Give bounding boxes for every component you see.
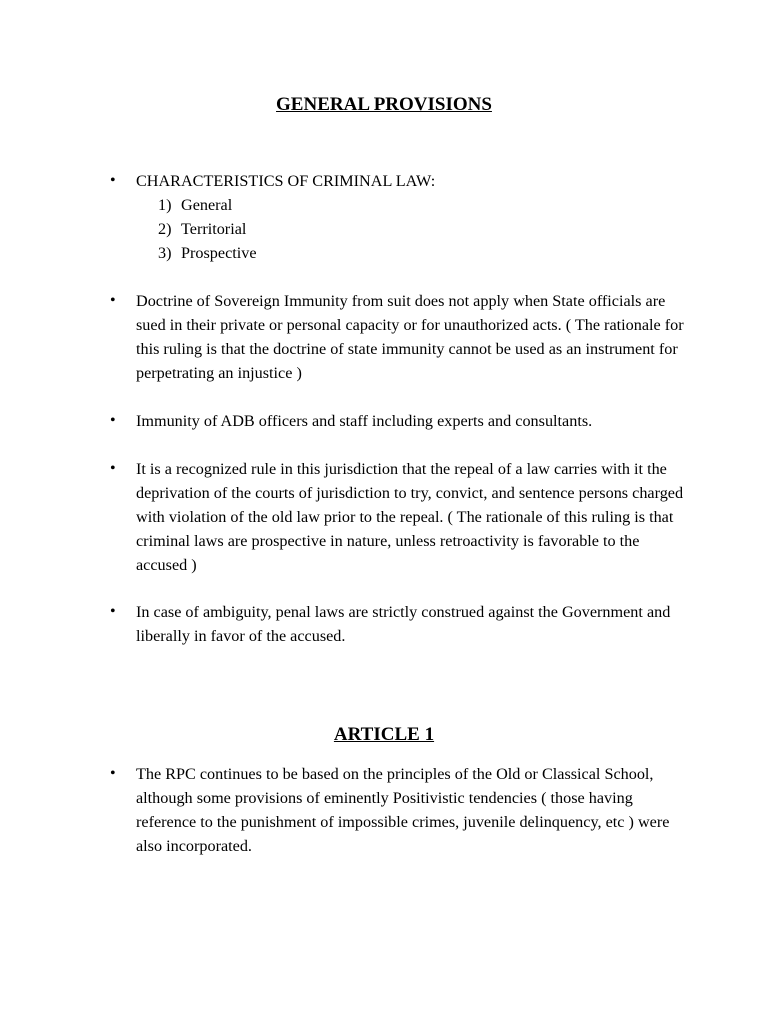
bullet-text: It is a recognized rule in this jurisdiction that the repeal of a law carries with it the deprivation of the courts of jurisdiction to try, convict, and sentence persons charged with violation of the old law prior to the repeal. ( The rationale of this ruling is that criminal laws are prospective in nature, unless retroactivity is favorable to the accused )	[136, 460, 684, 574]
characteristic-label: General	[181, 196, 233, 214]
bullet-icon: •	[110, 765, 116, 782]
list-number: 1)	[158, 196, 172, 214]
characteristic-item	[158, 217, 257, 241]
list-number: 3)	[158, 244, 172, 262]
characteristics-list	[158, 193, 257, 265]
list-item-repeal-rule	[110, 457, 690, 577]
bullet-text: Immunity of ADB officers and staff including experts and consultants.	[136, 412, 593, 430]
bullet-text: Doctrine of Sovereign Immunity from suit does not apply when State officials are sued in their private or personal capacity or for unauthorized acts. ( The rationale for this ruling is that the doctrine of state immunity cannot be used as an instrument for perpetrating an injustice )	[136, 292, 684, 382]
section-heading-article-1: ARTICLE 1	[333, 724, 435, 745]
characteristic-item	[158, 193, 257, 217]
list-item-characteristics	[110, 169, 690, 193]
list-item-rpc-basis	[110, 762, 690, 858]
bullet-icon: •	[110, 460, 116, 477]
characteristic-item	[158, 241, 257, 265]
bullet-icon: •	[110, 172, 116, 189]
bullet-icon: •	[110, 412, 116, 429]
bullet-icon: •	[110, 292, 116, 309]
bullet-text: In case of ambiguity, penal laws are strictly construed against the Government and liberally in favor of the accused.	[136, 603, 671, 645]
list-item-sovereign-immunity	[110, 289, 690, 385]
characteristics-heading: CHARACTERISTICS OF CRIMINAL LAW:	[136, 172, 436, 190]
list-number: 2)	[158, 220, 172, 238]
characteristic-label: Prospective	[181, 244, 257, 262]
characteristic-label: Territorial	[181, 220, 247, 238]
list-item-ambiguity	[110, 600, 690, 648]
bullet-icon: •	[110, 603, 116, 620]
page-title: GENERAL PROVISIONS	[276, 94, 492, 115]
list-item-adb-immunity	[110, 409, 690, 433]
bullet-text: The RPC continues to be based on the principles of the Old or Classical School, although some provisions of eminently Positivistic tendencies ( those having reference to the punishment of impossible crimes, juvenile delinquency, etc ) were also incorporated.	[136, 765, 670, 855]
